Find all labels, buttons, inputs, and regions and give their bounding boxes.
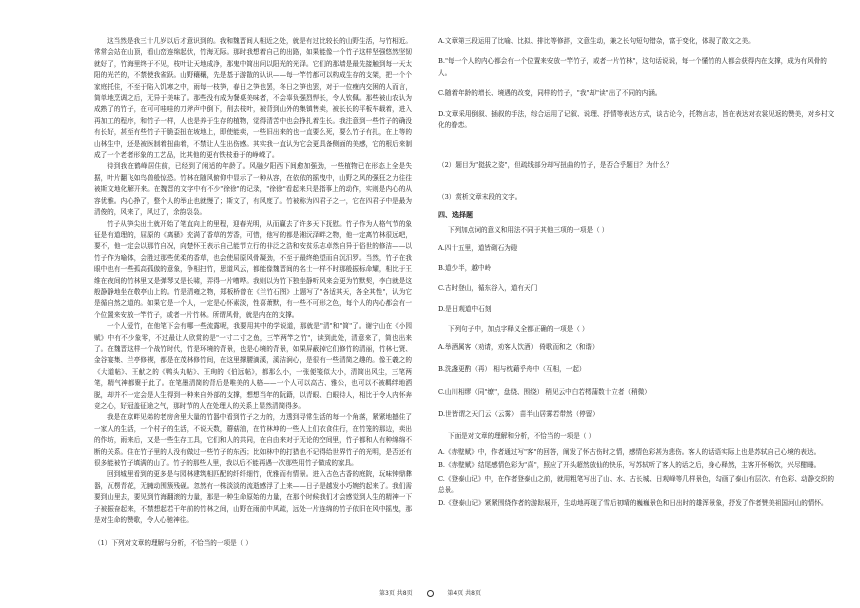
- page-footer: [0, 588, 860, 597]
- passage-paragraph-1: 这当然是我三十几岁以后才意识到的。我和魏晋间人相近之处，就是有过比较长的山野生活，与竹相近。常常会站在山顶，看山峦连绵起伏，竹海无际。那时我想着自己的出路，如果能像一个竹子这样坚强悠然坚韧就好了，竹海里终于不见，枝叶让天地成净，那鬼中简出问以阳光的光泽。它们的那墙是最先接触到每一天太阳的光芒的，不禁使我雀跃。山野穰穰，先是基于游散的认识——每一竿竹都可以构成生存的支架，把一个个家庭托住，不至于陷入饥寒之中，雨每一枝笋，春日之笋也罢，冬日之笋也罢，对于一位瘦内交困的人而言，简单地烹调之后，无异于美味了。那些没有成为餐桌美味者，不会辜负强烈悍长，令人钦佩。那些被山农认为成熟了的竹子，在可可哇哇的刀斧声中倒下，削去枝叶，被背到山外的集镇售卖，被长长的平板车载着，进入再加工的程序，和竹子一样，人也是养于生存的植物，觉得清苦中也会挣扎着生长。我注意到一些竹子的确没有长好，甚至有些竹子干脆歪扭在坡地上，即使能卖，一些旧出来的也一直要么死，要么竹子有扎，在上等的山林生中，还是被医制着扭曲着，不禁让人生出伤感。其实我一直认为它会更具备侧面的美感，它的根后来制成了一个老者形象的工艺品，比其他的更有铁枝垂于的峥嵘了。: [94, 37, 412, 160]
- mc-2-option-b: B.洗盏更酌（再） 相与枕藉乎舟中（互相，一起）: [438, 365, 586, 374]
- mc-3-option-d: D.《登泰山记》紧紧围绕作者的游踪展开，生动地再现了雪后初晴的巍巍景色和日出时的雄浑景象，抒发了作者赞美祖国河山的情怀。: [438, 499, 828, 508]
- footer-page-right: 第4页 共8页: [447, 590, 481, 597]
- mc-2-option-d: D.世皆谓之天门云（云雾） 苗半山居雾若带然（停留）: [438, 409, 599, 418]
- binding-hole-icon: [427, 590, 434, 597]
- question-1-option-c: C.随着年龄的增长、境遇的改变，同样的竹子，"我"却"读"出了不同的内涵。: [438, 89, 662, 98]
- mc-3-option-c: C.《登泰山记》中，在作者登泰山之前，就用粗笔写出了山、水、古长城、日观峰等几样景色，勾画了泰山有层次、有色彩、动静交织的总景。: [438, 474, 834, 494]
- mc-1-option-b: B.道少半，越中岭: [438, 264, 492, 273]
- mc-1-stem: 下列加点词的意义和用法不同于其他三项的一项是（ ）: [448, 226, 609, 235]
- mc-1-option-d: D.是日观道中石刻: [438, 304, 492, 313]
- mc-1-option-c: C.古时登山，循东谷入，道有天门: [438, 284, 538, 293]
- mc-3-option-a: A.《赤壁赋》中，作者通过写"客"的回答，阐发了怀古伤时之情，感情色彩甚为悲伤。客人的话语实际上也是苏轼自己心境的表达。: [438, 447, 821, 456]
- footer-page-left: 第3页 共8页: [379, 590, 413, 597]
- passage-paragraph-2: 待到我在鹤峰居住前，已经到了闲适的年龄了。风融夕阳西下间愈加强劲，一些植物已在形态上全是失据，叶片翻飞如鸟兽般惊恐。竹林在随风俯仰中显示了一种从容，在依依的摇曳中，山野之风的强狂之力往往被斯文地化解开来。在魏晋的文字中有不少"徐徐"的记录，"徐徐"看起来只是指事上的动作，实则是内心的从容优雅。内心挣了，整个人的举止也就慢了；斯文了，有风度了。竹被称为四君子之一，它在四君子中是最为清俊的，风来了，风过了，余韵袅袅。: [94, 162, 412, 217]
- mc-2-option-c: C.山川相缪（同"缭"，盘绕、围绕） 稍见云中白若樗蒲数十立者（稍微）: [438, 387, 651, 396]
- mc-1-option-a: A.四十五里，道皆砌石为磴: [438, 243, 518, 252]
- passage-paragraph-5: 我是在京畔见弟的老房舍里大量的竹器中看到竹子之力的，力透到寻常生活的每一个角落，紧紧地撼住了一家人的生活，一个村子的生活，不说天数，蘑菇油，在竹林坤的一些人上们衣食住行，在竹笼的那边，卖出的作坊，雨来后，又是一些生存工具，它们和人的共同，在自由来对于无论的空间里，竹子都和人有种绵绵不断的关系。住在竹子里的人没有做过一些竹子的东西；比如林中的打猎也不记得给世界竹子的光明，是否还有很多能被竹子填满的山了。竹子的那些人里，我以后不能再遇一次那些用竹子做成的家具。: [94, 413, 412, 468]
- section-heading-choice: 四、选择题: [438, 210, 473, 220]
- passage-paragraph-3: 竹子从笋尖出土就开始了笔直向上的里程，迎春光明，从而赢去了许多天下抚慰。竹子作为人格气节的象征是有道理的，屈原的《离骚》充满了香草的芳香，可惜，他写的都是湘沅泽畔之物，他一定离竹林很远吧，要不，他一定会以那竹自况，向楚怀王表示自己能节立行的非泛之浩和安贫乐志卓然自异于俗世的修洁——以竹子作为喻体，会胜过那些优柔的香草，也会使屈原风骨凝劲，不至于最终绝望而自沉汨罗。当然，竹子在我眼中也有一些孤高孤傲的意象，争相扫竹，思道风云，都能像魏晋间的名士一样不时那般振标命耀，相比于王维在夜间的竹林里又是弹琴又是长啸，弄得一片嘈哗。我则以为竹下独坐静听风来会更为竹默契，李白就是这般静静地坐在敬亭山上的。竹是清雍之物，郑板桥曾在《兰竹石图》上题写了"各适其天，各全其性"，认为它是循自然之道的。如果它是一个人，一定是心怀素淡，性喜萧默，有一些不可形之色，每个人的内心都会有一个位置来安放一竿竹子，或者一片竹林。所谓风骨，就是内在的支撑。: [94, 219, 412, 319]
- mc-3-option-b: B.《赤壁赋》结尾感情色彩为"喜"，照应了开头超然放仙的快乐，写苏轼听了客人的话之后，身心释然，主客开怀畅饮，兴尽酣睡。: [438, 461, 821, 470]
- mc-3-stem: 下面是对文章的理解和分析，不恰当的一项是（ ）: [448, 432, 596, 441]
- question-3-stem: （3）赏析文章末段的文字。: [438, 192, 522, 201]
- question-1-option-b: B."每一个人的内心都会有一个位置来安放一竿竹子，或者一片竹林"，这句话说说，每一个懂竹的人都会获得内在支撑，成为有风骨的人。: [438, 57, 827, 77]
- passage-paragraph-6: 回到城里看到的更多是与园林建筑相匹配的纤纤细竹，优雅而有情景。进入古色古香的庭院，玩味钟鼎彝器，瓦楞青花，无臃动围簇残砚。忽然有一株淡淡的流逝感浮了上来——日子是越发小巧婉约起来了。我们需要到山里去，要见到竹海翻滚的力量，那是一种生命原始的力量，在那个时候我们才会感觉到人生的精神一下子被振奋起来，不禁想起若干年前的竹林之间，山野在雨前中风疏，远处一片连绵的竹子依旧在风中摇曳，那是对生命的赞歌，令人心驰神往。: [94, 470, 412, 525]
- question-1-option-a: A.文章第三段运用了比喻、比拟、排比等修辞，文意生动，兼之长句短句错杂，富于变化，体现了散文之美。: [438, 37, 755, 45]
- right-page: [430, 0, 860, 608]
- question-2-stem: （2）题目为"挺拔之姿"，但疏线部分却写扭曲的竹子，是否合乎题目？为什么？: [438, 161, 673, 170]
- question-1-option-d: D.文章采用倒叙、插叙的手法，综合运用了记叙、说理、抒情等表达方式，谈古论今，托物言志，旨在表达对衣裳见返的赞美，对乡村文化的眷恋。: [438, 109, 835, 130]
- passage-paragraph-4: 一个人爱竹，在他笔下会有哪一些流露呢，我要用其中的学说道，那就是"清"和"简"了。谢宁山在《小园赋》中有不少象零，不过最让人欣赏的是"一寸二寸之鱼，三竿两竿之竹"，读到此处，清意来了，简也出来了。在魏晋这样一个战竹时代，竹是环境的背景，也是心境的背景，如果屏蔽掉它们修竹的清丽，竹林七贤、金谷宴集、兰亭修禊，都是在茂林修竹间，在这里撑腰滴溪，溪洁涧心，是很有一些清简之趣的。像王羲之的《大道帖》、王献之的《鸭头丸帖》、王珣的《伯远帖》，都那么小，一张便笺似大小，清简出风尘，三笔两笔，精气神都聚于此了。在笔墨清简的背后是唯美的人格——一个人可以高古、雅公，也可以不被羁绊地洒脱，却并不一定会是人生得到一种来自外部的支撑，想想当年的阮籍，以青眼、白眼待人，相比于令人内怀奔竞之心，好冠盖征途之气，那时节的人在处理人的关系上显然清简得多。: [94, 322, 412, 410]
- mc-2-stem: 下列句子中，加点字释义全都正确的一项是（ ）: [448, 325, 589, 334]
- mc-2-option-a: A.举酒属客（劝请，劝客人饮酒） 倚歌而和之（和谐）: [438, 342, 599, 351]
- question-1-stem: （1）下列对文章的理解与分析，不恰当的一项是（ ）: [94, 539, 252, 548]
